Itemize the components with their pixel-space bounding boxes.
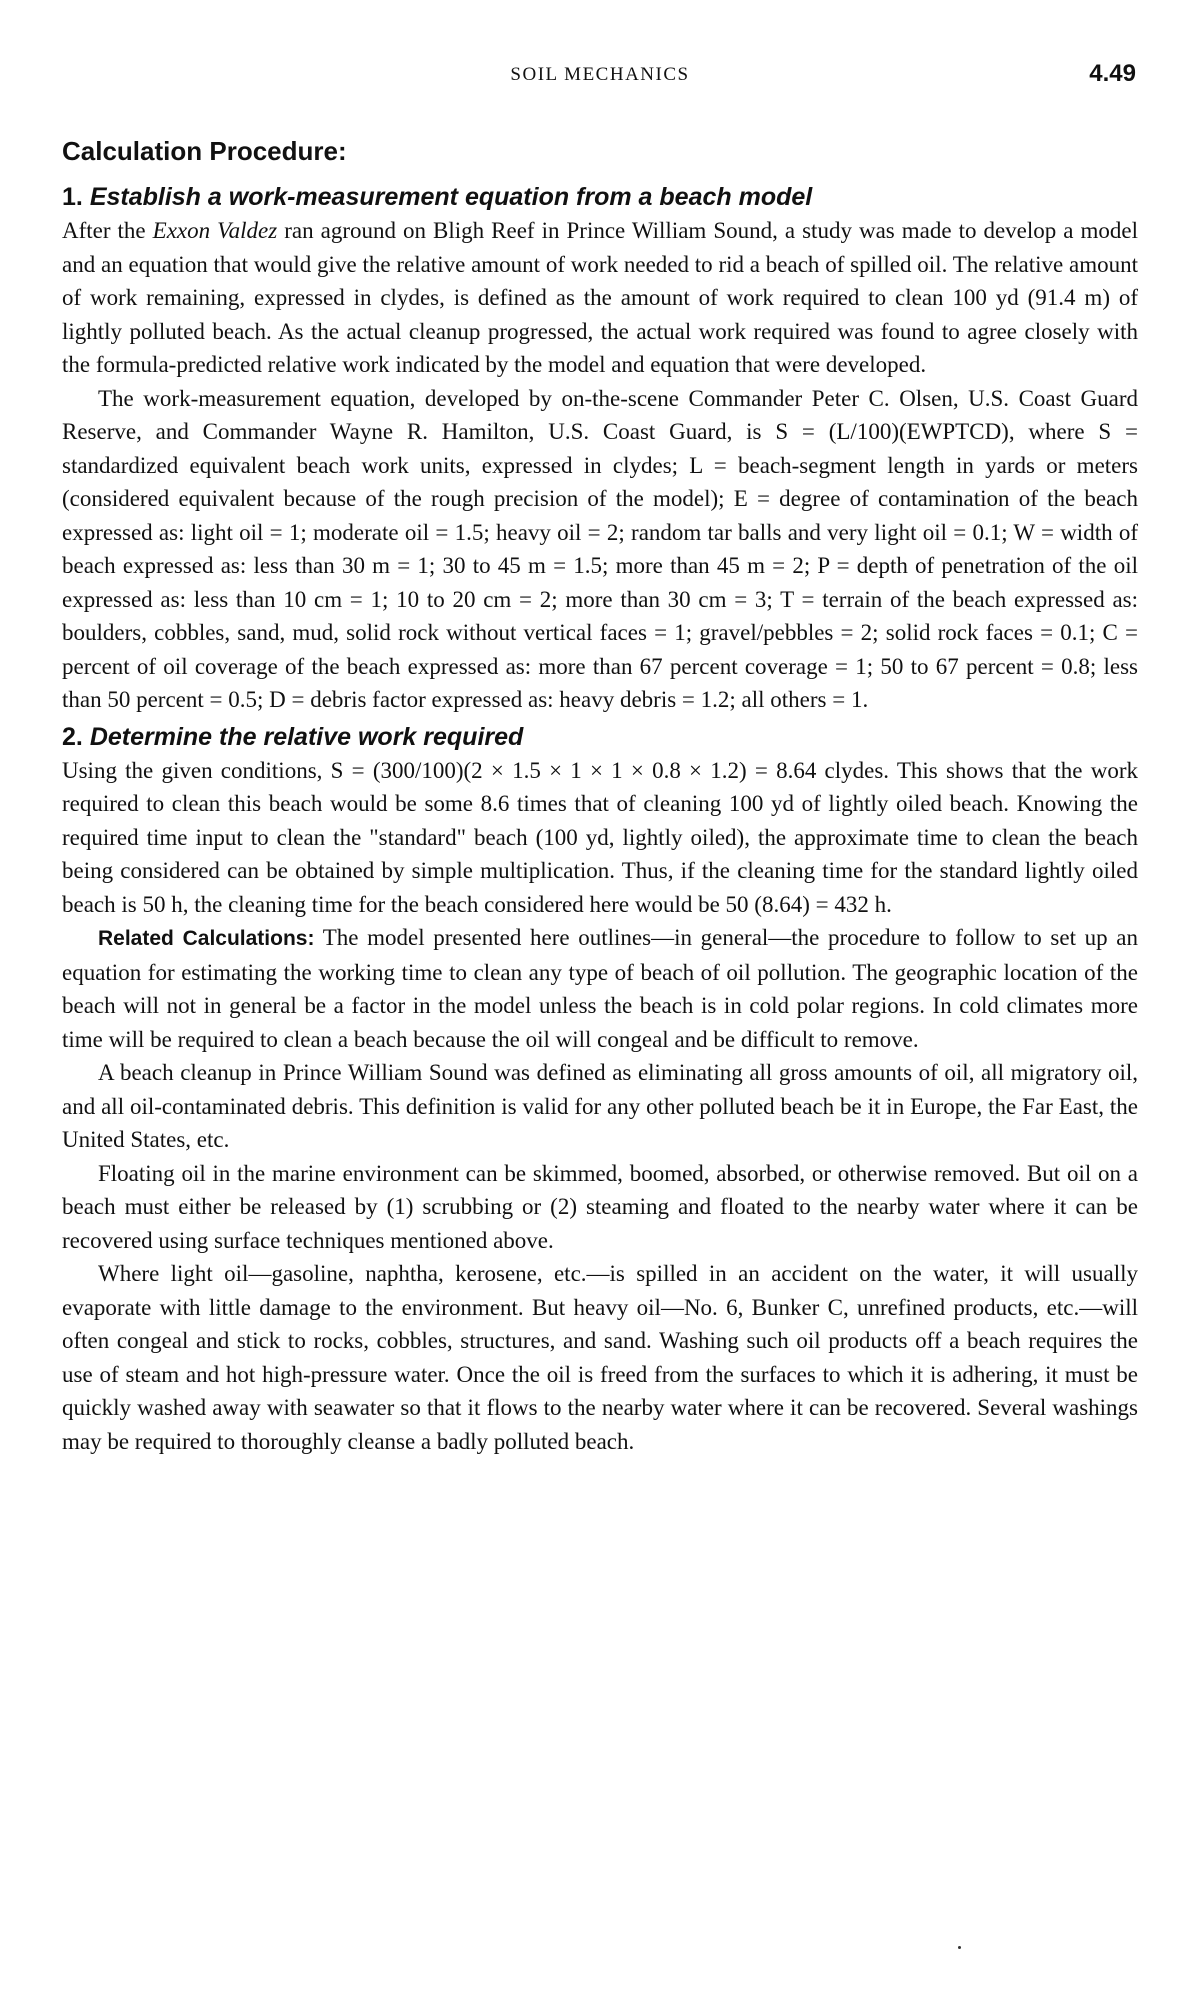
step-2-title: Determine the relative work required bbox=[89, 722, 524, 751]
running-header bbox=[0, 60, 1200, 90]
related-lead: Related Calculations: bbox=[98, 927, 315, 950]
related-paragraph-3: Floating oil in the marine environment can be skimmed, boomed, absorbed, or otherwise removed. But oil on a beach must either be released by (1) scrubbing or (2) steaming and floated to the nearby water where it can be recovered using surface techniques mentioned above. bbox=[62, 1160, 1138, 1253]
step-1-text-b: ran aground on Bligh Reef in Prince William Sound, a study was made to develop a model and an equation that would give the relative amount of work needed to rid a beach of spilled oil. The relative amount of work remaining, expressed in clydes, is defined as the amount of work required to clean 100 yd (91.4 m) of lightly polluted beach. As the actual cleanup progressed, the actual work required was found to agree closely with the formula-predicted relative work indicated by the model and equation that were developed. bbox=[62, 218, 1139, 377]
step-1-number: 1. bbox=[62, 183, 83, 211]
step-1-paragraph-1 bbox=[62, 214, 1138, 382]
step-2-number: 2. bbox=[62, 722, 83, 751]
step-2-heading bbox=[62, 723, 1138, 752]
running-title: SOIL MECHANICS bbox=[510, 64, 690, 85]
step-2-paragraph-1: Using the given conditions, S = (300/100)(2 × 1.5 × 1 × 1 × 0.8 × 1.2) = 8.64 clydes. This shows that the work required to clean this beach would be some 8.6 times that of cleaning 100 yd of lightly oiled beach. Knowing the required time input to clean the "standard" beach (100 yd, lightly oiled), the approximate time to clean the beach being considered can be obtained by simple multiplication. Thus, if the cleaning time for the standard lightly oiled beach is 50 h, the cleaning time for the beach considered here would be 50 (8.64) = 432 h. bbox=[62, 757, 1138, 917]
related-paragraph-4: Where light oil—gasoline, naphtha, kerosene, etc.—is spilled in an accident on the water, it will usually evaporate with little damage to the environment. But heavy oil—No. 6, Bunker C, unrefined products, etc.—will often congeal and stick to rocks, cobbles, structures, and sand. Washing such oil products off a beach requires the use of steam and hot high-pressure water. Once the oil is freed from the surfaces to which it is adhering, it must be quickly washed away with seawater so that it flows to the nearby water where it can be recovered. Several washings may be required to thoroughly cleanse a badly polluted beach. bbox=[62, 1261, 1138, 1454]
related-paragraph-2: A beach cleanup in Prince William Sound was defined as eliminating all gross amounts of oil, all migratory oil, and all oil-contaminated debris. This definition is valid for any other polluted beach be it in Europe, the Far East, the United States, etc. bbox=[62, 1060, 1138, 1152]
related-text-1: The model presented here outlines—in general—the procedure to follow to set up an equation for estimating the working time to clean any type of beach of oil pollution. The geographic location of the beach will not in general be a factor in the model unless the beach is in cold polar regions. In cold climates more time will be required to clean a beach because the oil will congeal and be difficult to remove. bbox=[62, 925, 1138, 1052]
step-1-title: Establish a work-measurement equation from a beach model bbox=[89, 183, 813, 211]
related-paragraph-1 bbox=[62, 921, 1138, 1056]
step-1-paragraph-2: The work-measurement equation, developed by on-the-scene Commander Peter C. Olsen, U.S. Coast Guard Reserve, and Commander Wayne R. Hamilton, U.S. Coast Guard, is S = (L/100)(EWPTCD), where S = standardized equivalent beach work units, expressed in clydes; L = beach-segment length in yards or meters (considered equivalent because of the rough precision of the model); E = degree of contamination of the beach expressed as: light oil = 1; moderate oil = 1.5; heavy oil = 2; random tar balls and very light oil = 0.1; W = width of beach expressed as: less than 30 m = 1; 30 to 45 m = 1.5; more than 45 m = 2; P = depth of penetration of the oil expressed as: less than 10 cm = 1; 10 to 20 cm = 2; more than 30 cm = 3; T = terrain of the beach expressed as: boulders, cobbles, sand, mud, solid rock without vertical faces = 1; gravel/pebbles = 2; solid rock faces = 0.1; C = percent of oil coverage of the beach expressed as: more than 67 percent coverage = 1; 50 to 67 percent = 0.8; less than 50 percent = 0.5; D = debris factor expressed as: heavy debris = 1.2; all others = 1. bbox=[62, 385, 1138, 712]
section-heading: Calculation Procedure: bbox=[62, 136, 347, 166]
stray-mark bbox=[958, 1946, 961, 1949]
page-number: 4.49 bbox=[1089, 60, 1136, 87]
step-1-heading bbox=[62, 183, 1138, 212]
ship-name: Exxon Valdez bbox=[152, 218, 278, 243]
page-body bbox=[62, 136, 1138, 1458]
step-1-text-a: After the bbox=[62, 218, 153, 243]
